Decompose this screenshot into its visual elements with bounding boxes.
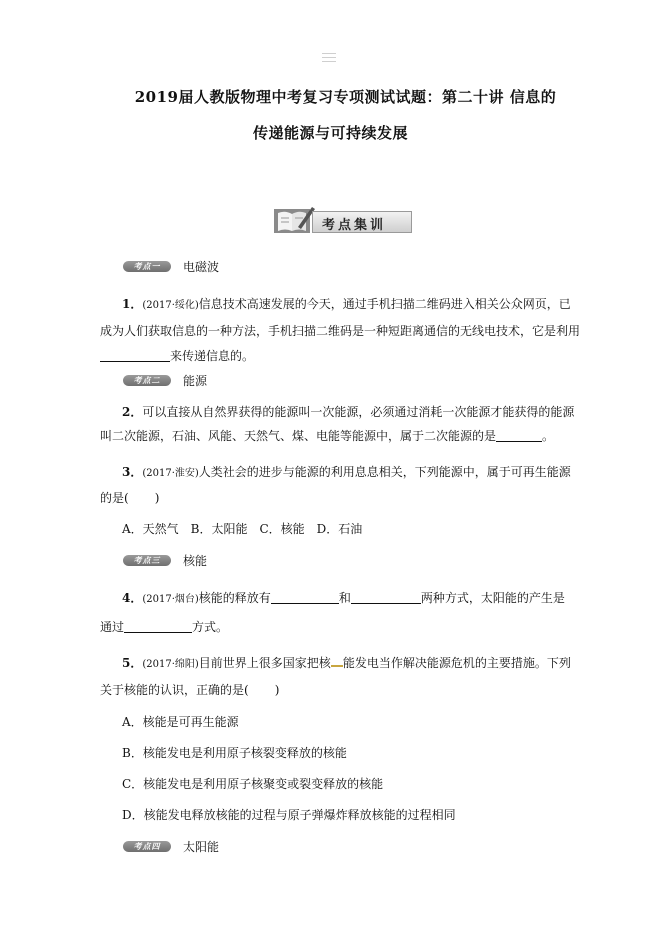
section-4-heading <box>123 838 219 854</box>
q3-line-2 <box>100 490 560 506</box>
q2-line-1 <box>122 404 582 420</box>
question-text: 和 <box>338 591 351 605</box>
q5-line-1 <box>122 655 582 673</box>
section-banner <box>272 205 412 235</box>
question-source: (2017·绥化) <box>142 300 199 311</box>
q2-line-2 <box>100 428 560 444</box>
question-text: 信息技术高速发展的今天，通过手机扫描二维码进入相关公众网页，已 <box>198 297 571 311</box>
question-number: 2． <box>122 405 143 419</box>
q1-line-2: 成为人们获取信息的一种方法，手机扫描二维码是一种短距离通信的无线电技术，它是利用 <box>100 324 581 338</box>
q5-option-a: A．核能是可再生能源 <box>122 715 239 729</box>
q5-option-d: D．核能发电释放核能的过程与原子弹爆炸释放核能的过程相同 <box>122 808 456 822</box>
q1-line-1 <box>122 296 582 314</box>
question-source: (2017·烟台) <box>142 594 199 605</box>
answer-blank <box>496 429 542 442</box>
q4-line-1 <box>122 590 582 608</box>
document-title-line-1: 2019届人教版物理中考复习专项测试试题：第二十讲 信息的 <box>134 88 557 106</box>
q4-line-2 <box>100 619 560 635</box>
section-badge: 考点一 <box>123 261 171 272</box>
question-number: 1． <box>122 297 143 311</box>
section-2-heading <box>123 372 207 388</box>
section-name: 太阳能 <box>183 839 220 854</box>
question-text: 叫二次能源，石油、风能、天然气、煤、电能等能源中，属于二次能源的是 <box>100 429 497 443</box>
question-text: 通过 <box>100 620 125 634</box>
q3-line-1 <box>122 464 582 482</box>
banner-label: 考点集训 <box>322 218 387 233</box>
answer-blank <box>351 591 421 604</box>
answer-blank <box>271 591 339 604</box>
section-badge: 考点四 <box>123 841 171 852</box>
question-source: (2017·绵阳) <box>142 659 199 670</box>
answer-blank <box>100 349 170 362</box>
question-text: 。 <box>542 429 555 443</box>
q3-options: A．天然气 B．太阳能 C．核能 D．石油 <box>122 522 363 536</box>
question-text: 关于核能的认识，正确的是( <box>100 683 249 697</box>
section-name: 能源 <box>183 373 208 388</box>
question-text: 核能的释放有 <box>198 591 271 605</box>
section-3-heading <box>123 552 207 568</box>
answer-blank <box>124 620 192 633</box>
question-text: 能发电当作解决能源危机的主要措施。下列 <box>342 656 571 670</box>
highlight-mark <box>331 656 343 667</box>
book-pen-icon <box>272 205 316 235</box>
q1-line-3 <box>100 348 560 364</box>
section-name: 核能 <box>183 553 208 568</box>
question-text: ) <box>274 683 280 697</box>
q5-line-2 <box>100 682 560 698</box>
question-text: 人类社会的进步与能源的利用息息相关，下列能源中，属于可再生能源 <box>198 465 571 479</box>
question-text: 两种方式，太阳能的产生是 <box>420 591 565 605</box>
question-text: ) <box>154 491 160 505</box>
section-name: 电磁波 <box>183 259 220 274</box>
question-number: 5． <box>122 656 143 670</box>
document-title-line-2: 传递能源与可持续发展 <box>252 124 408 142</box>
question-text: 可以直接从自然界获得的能源叫一次能源，必须通过消耗一次能源才能获得的能源 <box>142 405 575 419</box>
question-source: (2017·淮安) <box>142 468 199 479</box>
question-number: 3． <box>122 465 143 479</box>
question-text: 方式。 <box>192 620 229 634</box>
section-1-heading <box>123 258 219 274</box>
question-number: 4． <box>122 591 143 605</box>
section-badge: 考点二 <box>123 375 171 386</box>
question-text: 来传递信息的。 <box>170 349 255 363</box>
question-text: 的是( <box>100 491 129 505</box>
section-badge: 考点三 <box>123 555 171 566</box>
q5-option-b: B．核能发电是利用原子核裂变释放的核能 <box>122 746 347 760</box>
q5-option-c: C．核能发电是利用原子核聚变或裂变释放的核能 <box>122 777 384 791</box>
question-text: 目前世界上很多国家把核 <box>198 656 331 670</box>
header-mark <box>322 50 336 68</box>
